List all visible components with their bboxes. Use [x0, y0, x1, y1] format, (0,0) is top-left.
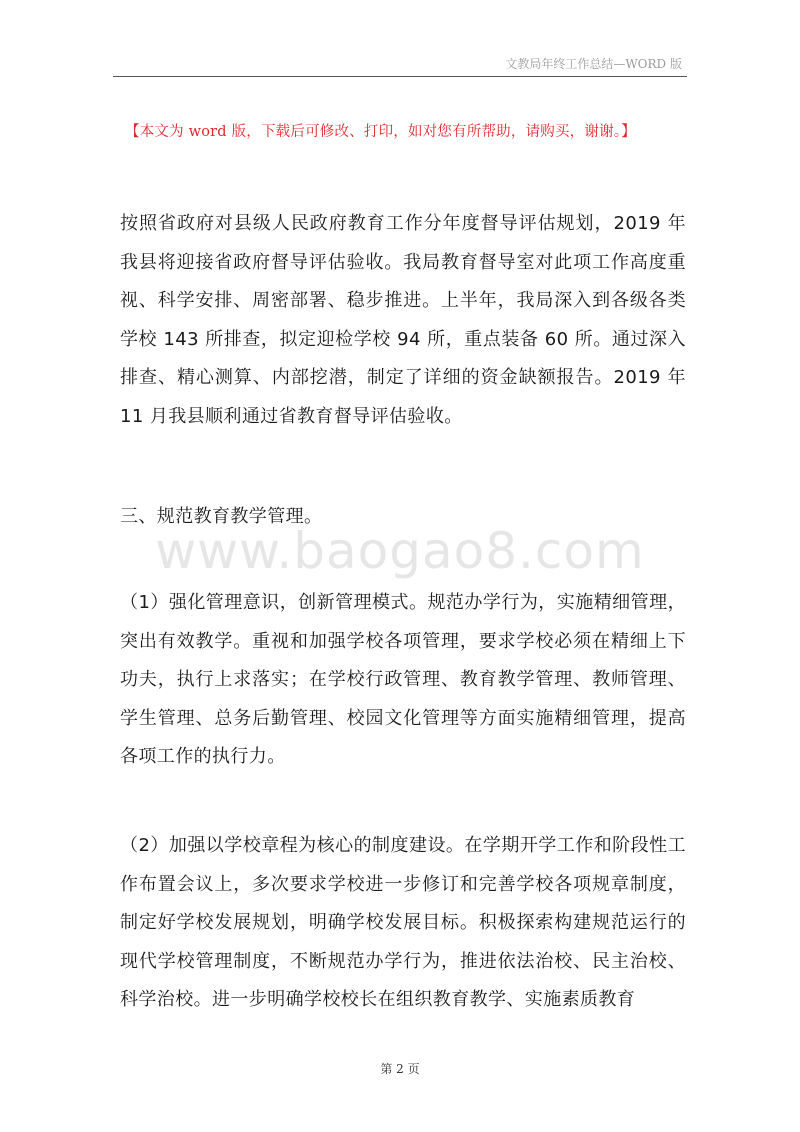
- paragraph-regulations: （2）加强以学校章程为核心的制度建设。在学期开学工作和阶段性工作布置会议上，多次要求学校进一步修订和完善学校各项规章制度，制定好学校发展规划，明确学校发展目标。积极探索构建规范运行的现代学校管理制度，不断规范办学行为，推进依法治校、民主治校、科学治校。进一步明确学校校长在组织教育教学、实施素质教育: [120, 835, 686, 1010]
- section-heading-3: 三、规范教育教学管理。: [120, 506, 323, 527]
- page-number: 第 2 页: [380, 1062, 420, 1076]
- watermark: www.baogao8.com: [155, 522, 645, 580]
- paragraph-inspection: 按照省政府对县级人民政府教育工作分年度督导评估规划，2019 年我县将迎接省政府督导评估验收。我局教育督导室对此项工作高度重视、科学安排、周密部署、稳步推进。上半年，我局深入到各级各类学校 143 所排查，拟定迎检学校 94 所，重点装备 60 所。通过深入排查、精心测算、内部挖潜，制定了详细的资金缺额报告。2019 年 11 月我县顺利通过省教育督导评估验收。: [120, 213, 686, 427]
- paragraph-management: （1）强化管理意识，创新管理模式。规范办学行为，实施精细管理，突出有效教学。重视和加强学校各项管理，要求学校必须在精细上下功夫，执行上求落实；在学校行政管理、教育教学管理、教师管理、学生管理、总务后勤管理、校园文化管理等方面实施精细管理，提高各项工作的执行力。: [120, 592, 686, 767]
- header-divider: [113, 76, 687, 77]
- purchase-notice: 【本文为 word 版，下载后可修改、打印，如对您有所帮助，请购买，谢谢。】: [125, 124, 636, 140]
- running-header: 文教局年终工作总结—WORD 版: [505, 57, 682, 71]
